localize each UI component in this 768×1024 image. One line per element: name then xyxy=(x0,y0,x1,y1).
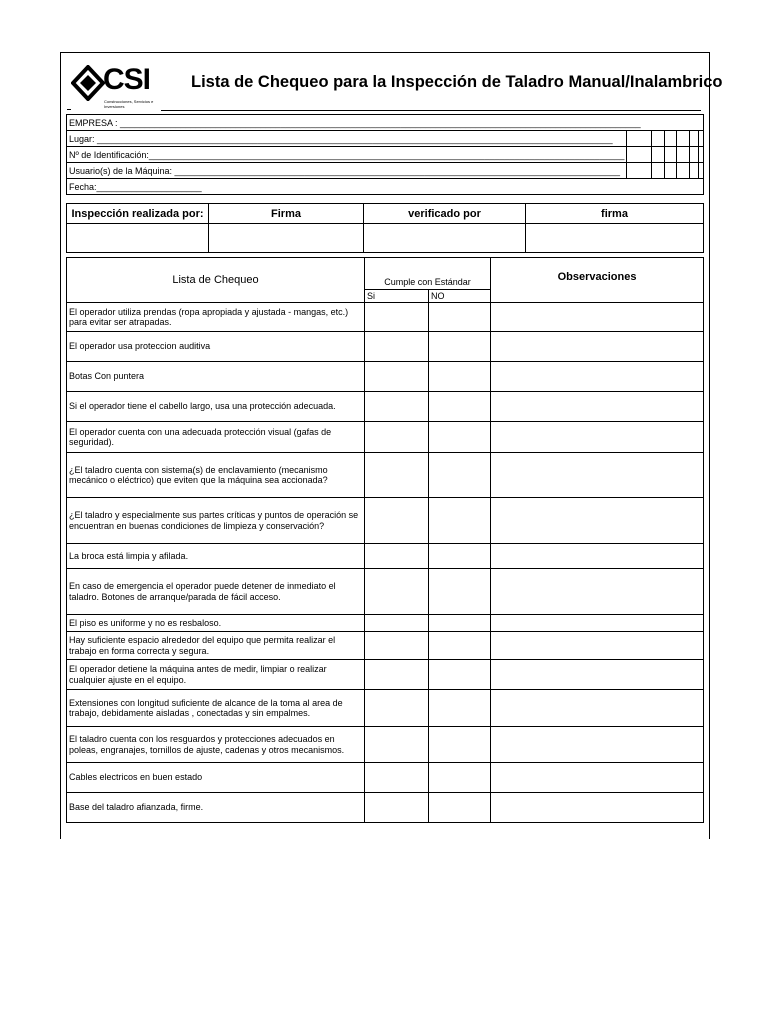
si-cell[interactable] xyxy=(365,690,429,727)
checklist-row xyxy=(67,569,704,615)
checklist-item-text: El piso es uniforme y no es resbaloso. xyxy=(67,615,365,632)
observaciones-cell[interactable] xyxy=(491,660,704,690)
checklist-item-text: El taladro cuenta con los resguardos y protecciones adecuados en poleas, engranajes, tornillos de ajuste, cadenas y otros mecanismos. xyxy=(67,727,365,763)
checklist-item-text: Cables electricos en buen estado xyxy=(67,763,365,793)
verificado-por-label: verificado por xyxy=(364,204,526,224)
no-cell[interactable] xyxy=(429,569,491,615)
inspector-name-field[interactable] xyxy=(67,224,209,253)
observaciones-cell[interactable] xyxy=(491,569,704,615)
si-cell[interactable] xyxy=(365,392,429,422)
checklist-row xyxy=(67,690,704,727)
usuario-field[interactable]: Usuario(s) de la Máquina: _________________________________________________________________________________________ xyxy=(67,163,627,179)
verifier-signature-field[interactable] xyxy=(526,224,704,253)
observaciones-cell[interactable] xyxy=(491,422,704,453)
no-cell[interactable] xyxy=(429,690,491,727)
no-cell[interactable] xyxy=(429,303,491,332)
checklist-item-text: Base del taladro afianzada, firme. xyxy=(67,793,365,823)
fecha-field[interactable]: Fecha:_____________________ xyxy=(67,179,704,195)
checklist-table xyxy=(66,257,704,823)
checklist-row xyxy=(67,498,704,544)
no-cell[interactable] xyxy=(429,763,491,793)
checklist-header-row xyxy=(67,258,704,290)
observaciones-cell[interactable] xyxy=(491,632,704,660)
checklist-item-text: El operador utiliza prendas (ropa apropiada y ajustada - mangas, etc.) para evitar ser atrapadas. xyxy=(67,303,365,332)
observaciones-cell[interactable] xyxy=(491,793,704,823)
checklist-row xyxy=(67,362,704,392)
lista-de-chequeo-header: Lista de Chequeo xyxy=(67,258,365,303)
logo-subtitle: Construcciones, Servicios e Inversiones xyxy=(104,99,154,109)
identificacion-field[interactable]: Nº de Identificación:_______________________________________________________________________________________________ xyxy=(67,147,627,163)
document-header xyxy=(61,53,723,113)
firma-label: Firma xyxy=(209,204,364,224)
logo-text: CSI xyxy=(103,63,151,96)
si-cell[interactable] xyxy=(365,453,429,498)
checklist-item-text: ¿El taladro cuenta con sistema(s) de enclavamiento (mecanismo mecánico o eléctrico) que eviten que la máquina sea accionada? xyxy=(67,453,365,498)
checklist-item-text: Hay suficiente espacio alrededor del equipo que permita realizar el trabajo en forma correcta y segura. xyxy=(67,632,365,660)
si-cell[interactable] xyxy=(365,727,429,763)
checklist-item-text: Botas Con puntera xyxy=(67,362,365,392)
info-row-lugar xyxy=(67,131,704,147)
title-underline xyxy=(161,110,701,111)
checklist-item-text: El operador cuenta con una adecuada protección visual (gafas de seguridad). xyxy=(67,422,365,453)
checklist-row xyxy=(67,763,704,793)
info-row-usuario xyxy=(67,163,704,179)
info-row-identificacion xyxy=(67,147,704,163)
si-header: Si xyxy=(365,290,429,303)
observaciones-cell[interactable] xyxy=(491,392,704,422)
si-cell[interactable] xyxy=(365,660,429,690)
si-cell[interactable] xyxy=(365,544,429,569)
checklist-row xyxy=(67,303,704,332)
no-cell[interactable] xyxy=(429,660,491,690)
no-cell[interactable] xyxy=(429,727,491,763)
observaciones-cell[interactable] xyxy=(491,303,704,332)
observaciones-cell[interactable] xyxy=(491,763,704,793)
cumple-estandar-header: Cumple con Estándar xyxy=(365,258,491,290)
no-cell[interactable] xyxy=(429,332,491,362)
no-cell[interactable] xyxy=(429,793,491,823)
si-cell[interactable] xyxy=(365,422,429,453)
lugar-field[interactable]: Lugar: _______________________________________________________________________________________________________ xyxy=(67,131,627,147)
si-cell[interactable] xyxy=(365,763,429,793)
no-cell[interactable] xyxy=(429,392,491,422)
diamond-logo-icon xyxy=(71,65,105,101)
info-row-empresa xyxy=(67,115,704,131)
observaciones-cell[interactable] xyxy=(491,332,704,362)
page-title: Lista de Chequeo para la Inspección de Taladro Manual/Inalambrico xyxy=(191,73,723,91)
inspeccion-realizada-label: Inspección realizada por: xyxy=(67,204,209,224)
checklist-item-text: El operador detiene la máquina antes de medir, limpiar o realizar cualquier ajuste en el equipo. xyxy=(67,660,365,690)
observaciones-cell[interactable] xyxy=(491,690,704,727)
inspection-table xyxy=(66,203,704,253)
checklist-row xyxy=(67,453,704,498)
si-cell[interactable] xyxy=(365,332,429,362)
checklist-item-text: ¿El taladro y especialmente sus partes críticas y puntos de operación se encuentran en buenas condiciones de limpieza y conservación? xyxy=(67,498,365,544)
observaciones-cell[interactable] xyxy=(491,362,704,392)
si-cell[interactable] xyxy=(365,303,429,332)
observaciones-cell[interactable] xyxy=(491,498,704,544)
si-cell[interactable] xyxy=(365,362,429,392)
checklist-row xyxy=(67,793,704,823)
no-cell[interactable] xyxy=(429,498,491,544)
verifier-name-field[interactable] xyxy=(364,224,526,253)
checklist-row xyxy=(67,422,704,453)
checklist-item-text: En caso de emergencia el operador puede detener de inmediato el taladro. Botones de arranque/parada de fácil acceso. xyxy=(67,569,365,615)
no-cell[interactable] xyxy=(429,615,491,632)
si-cell[interactable] xyxy=(365,569,429,615)
observaciones-cell[interactable] xyxy=(491,544,704,569)
checklist-item-text: Extensiones con longitud suficiente de alcance de la toma al area de trabajo, debidamente aisladas , conectadas y sin empalmes. xyxy=(67,690,365,727)
firma-verificador-label: firma xyxy=(526,204,704,224)
si-cell[interactable] xyxy=(365,615,429,632)
checklist-row xyxy=(67,332,704,362)
observaciones-cell[interactable] xyxy=(491,727,704,763)
si-cell[interactable] xyxy=(365,632,429,660)
checklist-sheet xyxy=(60,52,723,839)
no-cell[interactable] xyxy=(429,544,491,569)
observaciones-cell[interactable] xyxy=(491,615,704,632)
no-cell[interactable] xyxy=(429,362,491,392)
checklist-row xyxy=(67,727,704,763)
checklist-item-text: Si el operador tiene el cabello largo, usa una protección adecuada. xyxy=(67,392,365,422)
no-header: NO xyxy=(429,290,491,303)
empresa-field[interactable]: EMPRESA : ________________________________________________________________________________________________________ xyxy=(67,115,704,131)
no-cell[interactable] xyxy=(429,453,491,498)
no-cell[interactable] xyxy=(429,632,491,660)
no-cell[interactable] xyxy=(429,422,491,453)
checklist-row xyxy=(67,632,704,660)
inspector-signature-field[interactable] xyxy=(209,224,364,253)
inspection-header-row xyxy=(67,204,704,224)
checklist-row xyxy=(67,615,704,632)
observaciones-header: Observaciones xyxy=(491,258,704,303)
checklist-row xyxy=(67,660,704,690)
observaciones-cell[interactable] xyxy=(491,453,704,498)
checklist-row xyxy=(67,544,704,569)
checklist-item-text: La broca está limpia y afilada. xyxy=(67,544,365,569)
checklist-row xyxy=(67,392,704,422)
company-logo xyxy=(67,59,154,111)
info-row-fecha xyxy=(67,179,704,195)
header-tick xyxy=(67,109,71,110)
si-cell[interactable] xyxy=(365,793,429,823)
si-cell[interactable] xyxy=(365,498,429,544)
checklist-item-text: El operador usa proteccion auditiva xyxy=(67,332,365,362)
inspection-signature-row xyxy=(67,224,704,253)
info-table xyxy=(66,114,704,195)
